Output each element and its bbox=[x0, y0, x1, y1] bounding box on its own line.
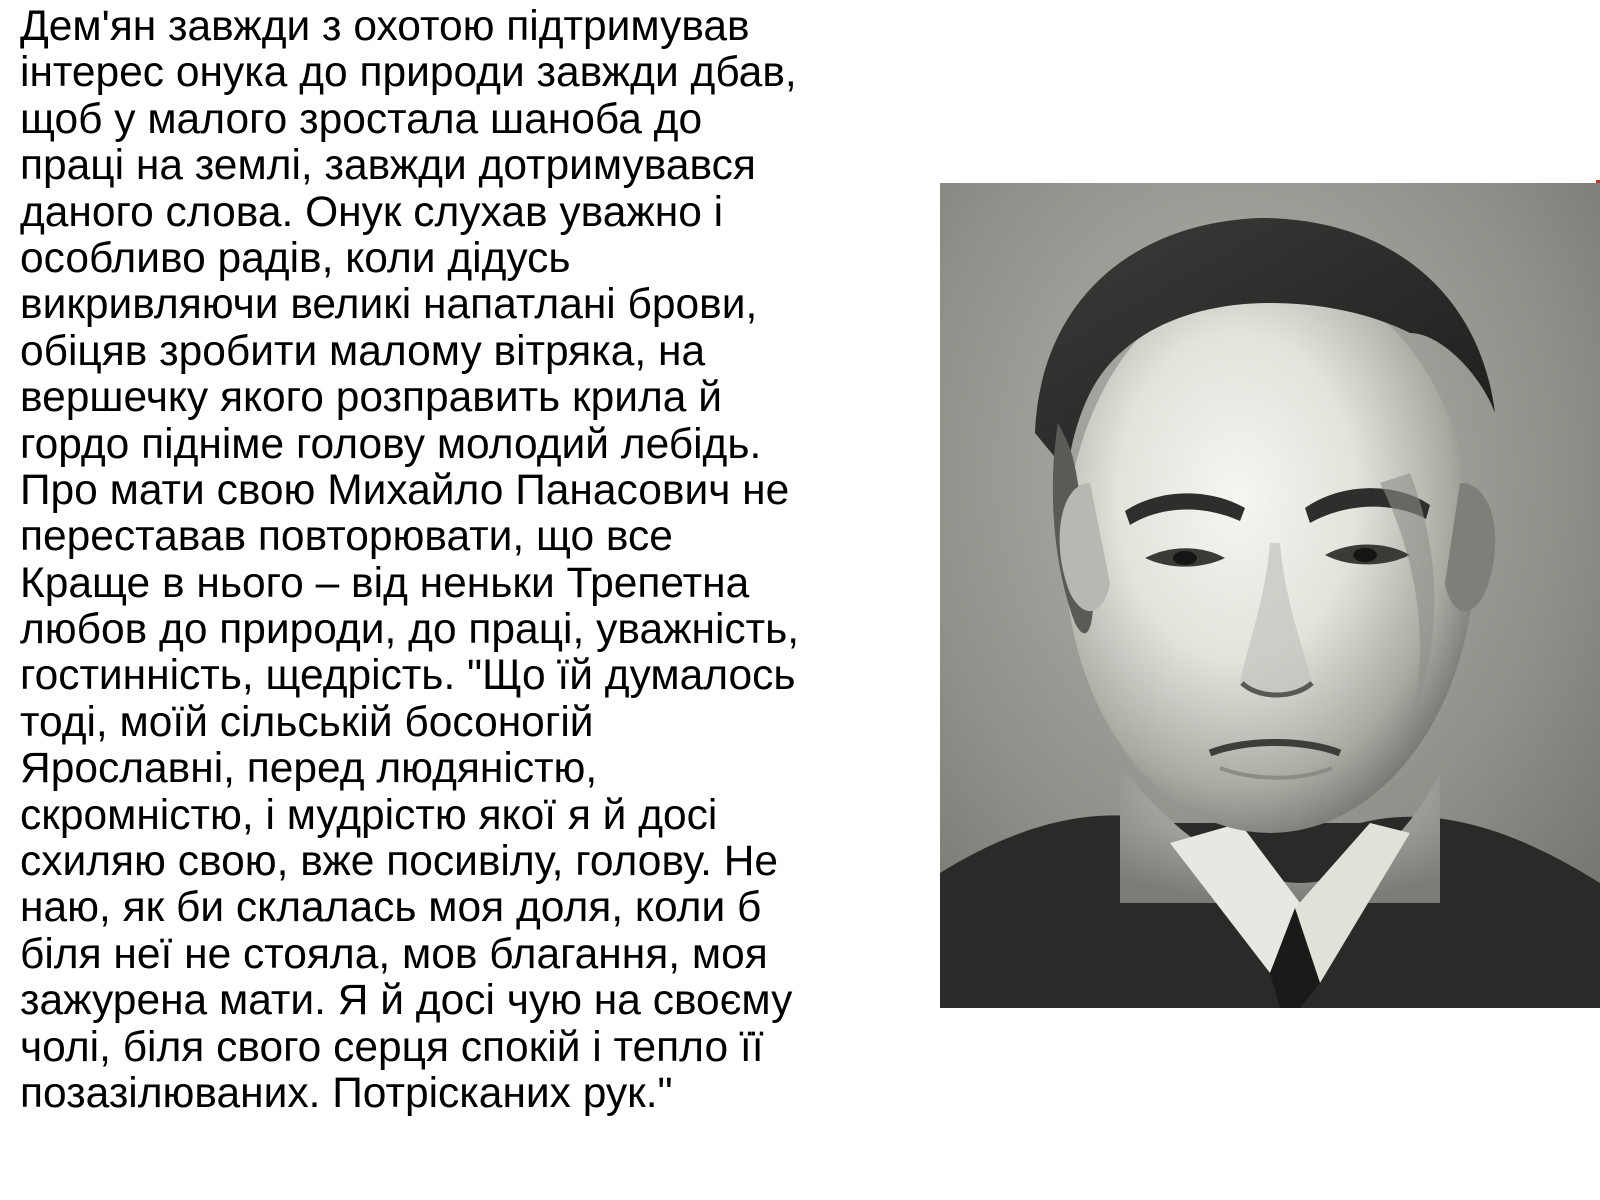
text-line: гордо підніме голову молодий лебідь. bbox=[20, 420, 762, 468]
text-line: Про мати свою Михайло Панасович не bbox=[20, 466, 790, 514]
text-line: гостинність, щедрість. "Що їй думалось bbox=[20, 652, 796, 700]
text-line: любов до природи, до праці, уважність, bbox=[20, 606, 800, 654]
text-line: схиляю свою, вже посивілу, голову. Не bbox=[20, 838, 779, 886]
text-line: тоді, моїй сільській босоногій bbox=[20, 698, 594, 746]
text-line: зажурена мати. Я й досі чую на своєму bbox=[20, 977, 793, 1025]
text-line: біля неї не стояла, мов благання, моя bbox=[20, 930, 768, 978]
text-line: Краще в нього – від неньки Трепетна bbox=[20, 559, 750, 607]
text-line: даного слова. Онук слухав уважно і bbox=[20, 188, 724, 236]
text-line: чолі, біля свого серця спокій і тепло її bbox=[20, 1023, 764, 1071]
portrait-photo bbox=[940, 183, 1600, 1008]
text-line: вершечку якого розправить крила й bbox=[20, 374, 722, 422]
slide-body-text bbox=[20, 4, 930, 1117]
text-line: викривляючи великі напатлані брови, bbox=[20, 281, 758, 329]
text-line: скромністю, і мудрістю якої я й досі bbox=[20, 791, 718, 839]
text-line: інтерес онука до природи завжди дбав, bbox=[20, 49, 797, 97]
text-line: Ярославні, перед людяністю, bbox=[20, 745, 598, 793]
text-line: щоб у малого зростала шаноба до bbox=[20, 95, 703, 143]
text-line: наю, як би склалась моя доля, коли б bbox=[20, 884, 762, 932]
text-line: переставав повторювати, що все bbox=[20, 513, 673, 561]
text-line: обіцяв зробити малому вітряка, на bbox=[20, 327, 706, 375]
text-line: праці на землі, завжди дотримувався bbox=[20, 142, 756, 190]
black-and-white-portrait-photo-icon bbox=[940, 183, 1600, 1008]
text-line: Дем'ян завжди з охотою підтримував bbox=[20, 3, 750, 50]
text-line: особливо радів, коли дідусь bbox=[20, 234, 571, 282]
text-line: позазілюваних. Потрісканих рук." bbox=[20, 1069, 673, 1117]
